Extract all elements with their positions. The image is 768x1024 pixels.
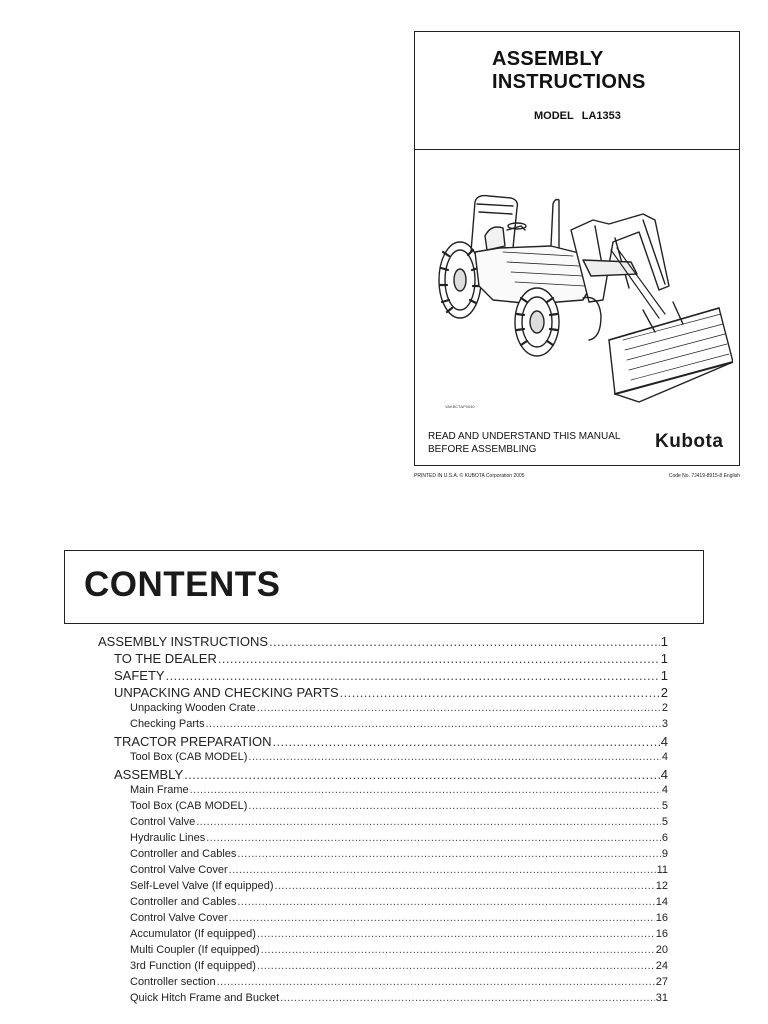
toc-leader (257, 960, 655, 972)
toc-entry-title: Controller section (130, 976, 216, 988)
toc-entry[interactable] (98, 880, 668, 896)
toc-leader (229, 912, 655, 924)
toc-leader (272, 734, 659, 749)
toc-entry-page: 4 (661, 751, 668, 763)
toc-entry[interactable] (98, 685, 668, 702)
model-line (534, 110, 621, 122)
toc-entry-page: 1 (660, 634, 668, 649)
illustration-code: VAKBCTAP0040 (445, 404, 475, 409)
contents-heading: CONTENTS (84, 565, 281, 604)
toc-entry[interactable] (98, 928, 668, 944)
toc-entry-page: 31 (655, 992, 668, 1004)
toc-leader (196, 816, 661, 828)
toc-entry-page: 27 (655, 976, 668, 988)
toc-entry-page: 3 (661, 718, 668, 730)
toc-entry-title: Multi Coupler (If equipped) (130, 944, 260, 956)
toc-leader (248, 800, 661, 812)
toc-entry[interactable] (98, 651, 668, 668)
toc-entry[interactable] (98, 718, 668, 734)
toc-entry-page: 12 (655, 880, 668, 892)
toc-entry-page: 1 (660, 651, 668, 666)
toc-entry[interactable] (98, 864, 668, 880)
toc-entry[interactable] (98, 848, 668, 864)
toc-entry-title: ASSEMBLY (114, 767, 184, 782)
toc-entry-page: 2 (660, 685, 668, 700)
toc-entry[interactable] (98, 960, 668, 976)
toc-entry-title: 3rd Function (If equipped) (130, 960, 256, 972)
toc-leader (275, 880, 655, 892)
toc-entry-title: Control Valve (130, 816, 196, 828)
toc-leader (206, 718, 661, 730)
toc-entry[interactable] (98, 751, 668, 767)
cover-card (414, 31, 740, 466)
toc-entry-title: Controller and Cables (130, 848, 237, 860)
toc-entry[interactable] (98, 800, 668, 816)
toc-entry-title: Main Frame (130, 784, 189, 796)
cover-title-line1: ASSEMBLY (492, 48, 604, 70)
notice-line1: READ AND UNDERSTAND THIS MANUAL (428, 431, 621, 442)
toc-entry-title: Hydraulic Lines (130, 832, 206, 844)
toc-entry-page: 4 (661, 784, 668, 796)
toc-entry-title: UNPACKING AND CHECKING PARTS (114, 685, 339, 700)
toc-leader (280, 992, 655, 1004)
toc-entry-page: 16 (655, 912, 668, 924)
model-label: MODEL (534, 110, 574, 122)
toc-entry-page: 5 (661, 800, 668, 812)
contents-header-box (64, 550, 704, 624)
toc-entry[interactable] (98, 734, 668, 751)
toc-leader (269, 634, 660, 649)
toc-leader (237, 848, 660, 860)
toc-leader (261, 944, 655, 956)
toc-entry-title: ASSEMBLY INSTRUCTIONS (98, 634, 268, 649)
toc-entry-page: 24 (655, 960, 668, 972)
toc-entry[interactable] (98, 634, 668, 651)
model-value: LA1353 (581, 110, 621, 122)
code-number: Code No. 7J419-8915-8 English (668, 473, 740, 479)
cover-header (415, 32, 739, 150)
toc-entry-title: Self-Level Valve (If equipped) (130, 880, 274, 892)
toc-entry[interactable] (98, 832, 668, 848)
toc-entry-title: Quick Hitch Frame and Bucket (130, 992, 280, 1004)
toc-entry-page: 20 (655, 944, 668, 956)
toc-leader (340, 685, 660, 700)
cover-footer (414, 473, 740, 481)
toc-entry-page: 6 (661, 832, 668, 844)
toc-entry[interactable] (98, 896, 668, 912)
toc-entry-title: Accumulator (If equipped) (130, 928, 256, 940)
notice-line2: BEFORE ASSEMBLING (428, 444, 537, 455)
toc-leader (184, 767, 660, 782)
cover-title (492, 48, 646, 94)
toc-entry-page: 2 (661, 702, 668, 714)
toc-leader (237, 896, 654, 908)
toc-entry-page: 9 (661, 848, 668, 860)
toc-leader (217, 976, 655, 988)
toc-entry-title: Controller and Cables (130, 896, 237, 908)
toc-entry-title: Control Valve Cover (130, 864, 228, 876)
toc-entry-title: Unpacking Wooden Crate (130, 702, 256, 714)
toc-entry-title: SAFETY (114, 668, 165, 683)
toc-entry[interactable] (98, 767, 668, 784)
toc-leader (248, 751, 661, 763)
toc-entry-page: 5 (661, 816, 668, 828)
toc-entry-page: 14 (655, 896, 668, 908)
toc-entry[interactable] (98, 976, 668, 992)
toc-entry-title: Checking Parts (130, 718, 205, 730)
toc-leader (218, 651, 660, 666)
toc-leader (257, 702, 661, 714)
toc-entry-title: Tool Box (CAB MODEL) (130, 800, 248, 812)
toc-entry[interactable] (98, 668, 668, 685)
toc-entry[interactable] (98, 944, 668, 960)
brand-logo: Kubota (655, 431, 724, 452)
toc-entry[interactable] (98, 816, 668, 832)
toc-entry-page: 4 (660, 767, 668, 782)
toc-entry-title: TRACTOR PREPARATION (114, 734, 272, 749)
toc-leader (206, 832, 661, 844)
toc-leader (229, 864, 656, 876)
table-of-contents (98, 634, 668, 1008)
toc-entry[interactable] (98, 912, 668, 928)
toc-entry-page: 1 (660, 668, 668, 683)
toc-leader (190, 784, 661, 796)
toc-entry-title: Tool Box (CAB MODEL) (130, 751, 248, 763)
toc-entry[interactable] (98, 702, 668, 718)
toc-leader (257, 928, 655, 940)
printed-notice: PRINTED IN U.S.A. © KUBOTA Corporation 2005 (414, 473, 525, 479)
toc-entry-page: 11 (656, 864, 668, 876)
tractor-loader-illustration (433, 190, 733, 410)
toc-entry-title: TO THE DEALER (114, 651, 217, 666)
toc-entry[interactable] (98, 992, 668, 1008)
toc-leader (166, 668, 660, 683)
toc-entry[interactable] (98, 784, 668, 800)
toc-entry-page: 4 (660, 734, 668, 749)
read-manual-notice (428, 430, 620, 456)
cover-title-line2: INSTRUCTIONS (492, 71, 646, 93)
toc-entry-page: 16 (655, 928, 668, 940)
toc-entry-title: Control Valve Cover (130, 912, 228, 924)
